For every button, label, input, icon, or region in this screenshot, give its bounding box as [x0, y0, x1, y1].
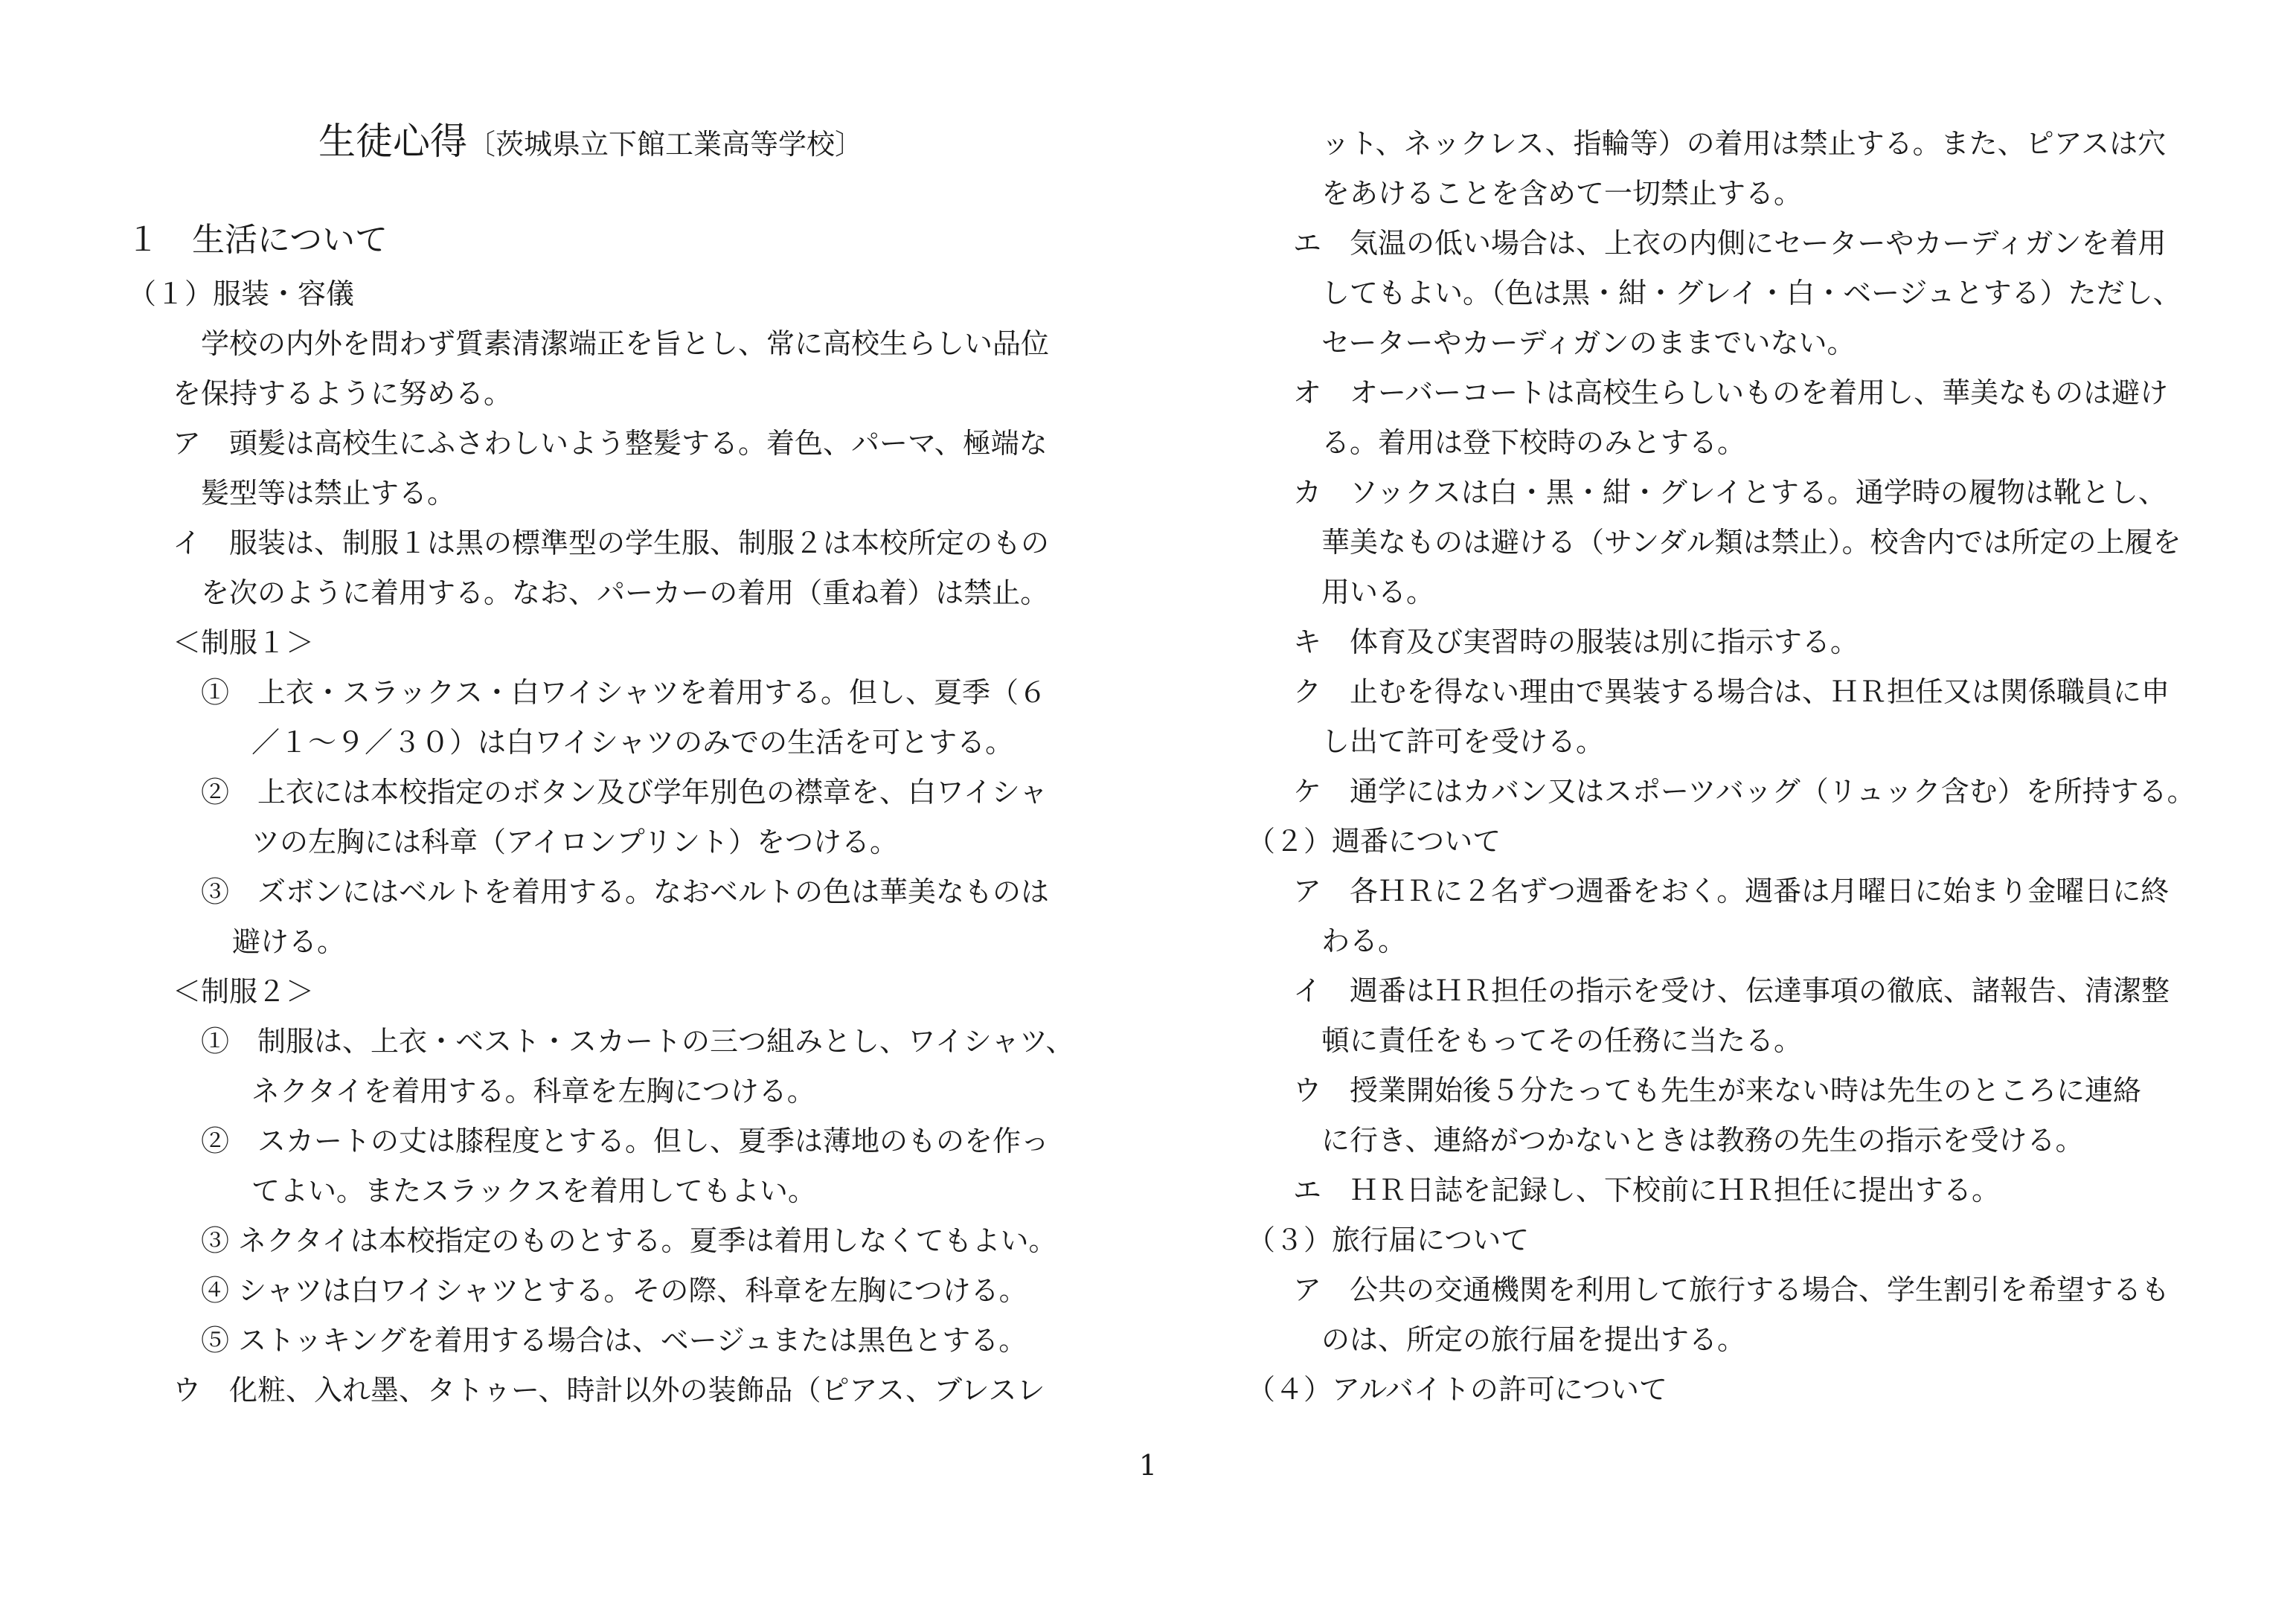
text-line: をあけることを含めて一切禁止する。: [1321, 177, 1803, 210]
text-line: ク 止むを得ない理由で異装する場合は、ＨＲ担任又は関係職員に申: [1293, 675, 2170, 708]
document-title: [318, 119, 863, 164]
text-line: ウ 化粧、入れ墨、タトゥー、時計以外の装飾品（ピアス、ブレスレ: [173, 1374, 1045, 1407]
text-line: ＜制服２＞: [173, 975, 315, 1008]
text-line: ② 上衣には本校指定のボタン及び学年別色の襟章を、白ワイシャ: [201, 776, 1048, 809]
text-line: エ 気温の低い場合は、上衣の内側にセーターやカーディガンを着用: [1293, 227, 2167, 260]
text-line: を次のように着用する。なお、パーカーの着用（重ね着）は禁止。: [201, 576, 1049, 609]
text-line: に行き、連絡がつかないときは教務の先生の指示を受ける。: [1321, 1124, 2084, 1157]
school-name: 〔茨城県立下館工業高等学校〕: [467, 128, 864, 161]
text-line: セーターやカーディガンのままでいない。: [1321, 327, 1856, 359]
text-line: し出て許可を受ける。: [1321, 725, 1605, 758]
text-line: ア 公共の交通機関を利用して旅行する場合、学生割引を希望するも: [1293, 1273, 2170, 1306]
text-line: （２）週番について: [1247, 825, 1501, 858]
text-line: ② スカートの丈は膝程度とする。但し、夏季は薄地のものを作っ: [201, 1125, 1050, 1157]
text-line: 避ける。: [232, 925, 346, 958]
text-line: 髪型等は禁止する。: [201, 477, 456, 510]
text-line: イ 服装は、制服１は黒の標準型の学生服、制服２は本校所定のもの: [173, 527, 1050, 559]
section-heading: １ 生活について: [126, 221, 388, 259]
text-line: （３）旅行届について: [1247, 1224, 1530, 1256]
text-line: キ 体育及び実習時の服装は別に指示する。: [1293, 626, 1859, 658]
text-line: ア 各ＨＲに２名ずつ週番をおく。週番は月曜日に始まり金曜日に終: [1293, 875, 2170, 907]
text-line: 頓に責任をもってその任務に当たる。: [1321, 1024, 1803, 1057]
text-line: ア 頭髪は高校生にふさわしいよう整髪する。着色、パーマ、極端な: [173, 427, 1048, 460]
text-line: ＜制服１＞: [173, 626, 315, 659]
text-line: ネクタイを着用する。科章を左胸につける。: [251, 1075, 815, 1108]
text-line: 学校の内外を問わず質素清潔端正を旨とし、常に高校生らしい品位: [201, 327, 1050, 360]
text-line: ケ 通学にはカバン又はスポーツバッグ（リュック含む）を所持する。: [1293, 775, 2196, 808]
text-line: ウ 授業開始後５分たっても先生が来ない時は先生のところに連絡: [1293, 1074, 2142, 1107]
text-line: ット、ネックレス、指輪等）の着用は禁止する。また、ピアスは穴: [1321, 127, 2167, 160]
text-line: イ 週番はＨＲ担任の指示を受け、伝達事項の徹底、諸報告、清潔整: [1293, 974, 2170, 1007]
text-line: （１）服装・容儀: [128, 277, 355, 310]
text-line: を保持するように努める。: [173, 377, 513, 410]
text-line: ③ ネクタイは本校指定のものとする。夏季は着用しなくてもよい。: [201, 1224, 1057, 1257]
text-line: してもよい。（色は黒・紺・グレイ・白・ベージュとする）ただし、: [1321, 277, 2181, 309]
text-line: カ ソックスは白・黒・紺・グレイとする。通学時の履物は靴とし、: [1293, 476, 2167, 509]
page-number: 1: [1138, 1449, 1158, 1482]
text-line: ツの左胸には科章（アイロンプリント）をつける。: [251, 826, 899, 858]
text-line: のは、所定の旅行届を提出する。: [1321, 1323, 1746, 1356]
text-line: エ ＨＲ日誌を記録し、下校前にＨＲ担任に提出する。: [1293, 1174, 2001, 1206]
text-line: ⑤ ストッキングを着用する場合は、ベージュまたは黒色とする。: [201, 1324, 1027, 1357]
text-line: わる。: [1321, 925, 1407, 957]
text-line: （４）アルバイトの許可について: [1247, 1373, 1668, 1406]
text-line: ③ ズボンにはベルトを着用する。なおベルトの色は華美なものは: [201, 875, 1050, 908]
text-line: ④ シャツは白ワイシャツとする。その際、科章を左胸につける。: [201, 1274, 1027, 1307]
text-line: オ オーバーコートは高校生らしいものを着用し、華美なものは避け: [1293, 376, 2169, 409]
text-line: 用いる。: [1321, 576, 1435, 608]
text-line: る。着用は登下校時のみとする。: [1321, 426, 1746, 459]
text-line: ① 上衣・スラックス・白ワイシャツを着用する。但し、夏季（６: [201, 676, 1047, 709]
text-line: ／１～９／３０）は白ワイシャツのみでの生活を可とする。: [251, 726, 1014, 759]
title-text: 生徒心得: [318, 120, 467, 163]
text-line: 華美なものは避ける（サンダル類は禁止）。校舎内では所定の上履を: [1321, 526, 2181, 559]
text-line: てよい。またスラックスを着用してもよい。: [251, 1174, 816, 1207]
text-line: ① 制服は、上衣・ベスト・スカートの三つ組みとし、ワイシャツ、: [201, 1025, 1074, 1058]
